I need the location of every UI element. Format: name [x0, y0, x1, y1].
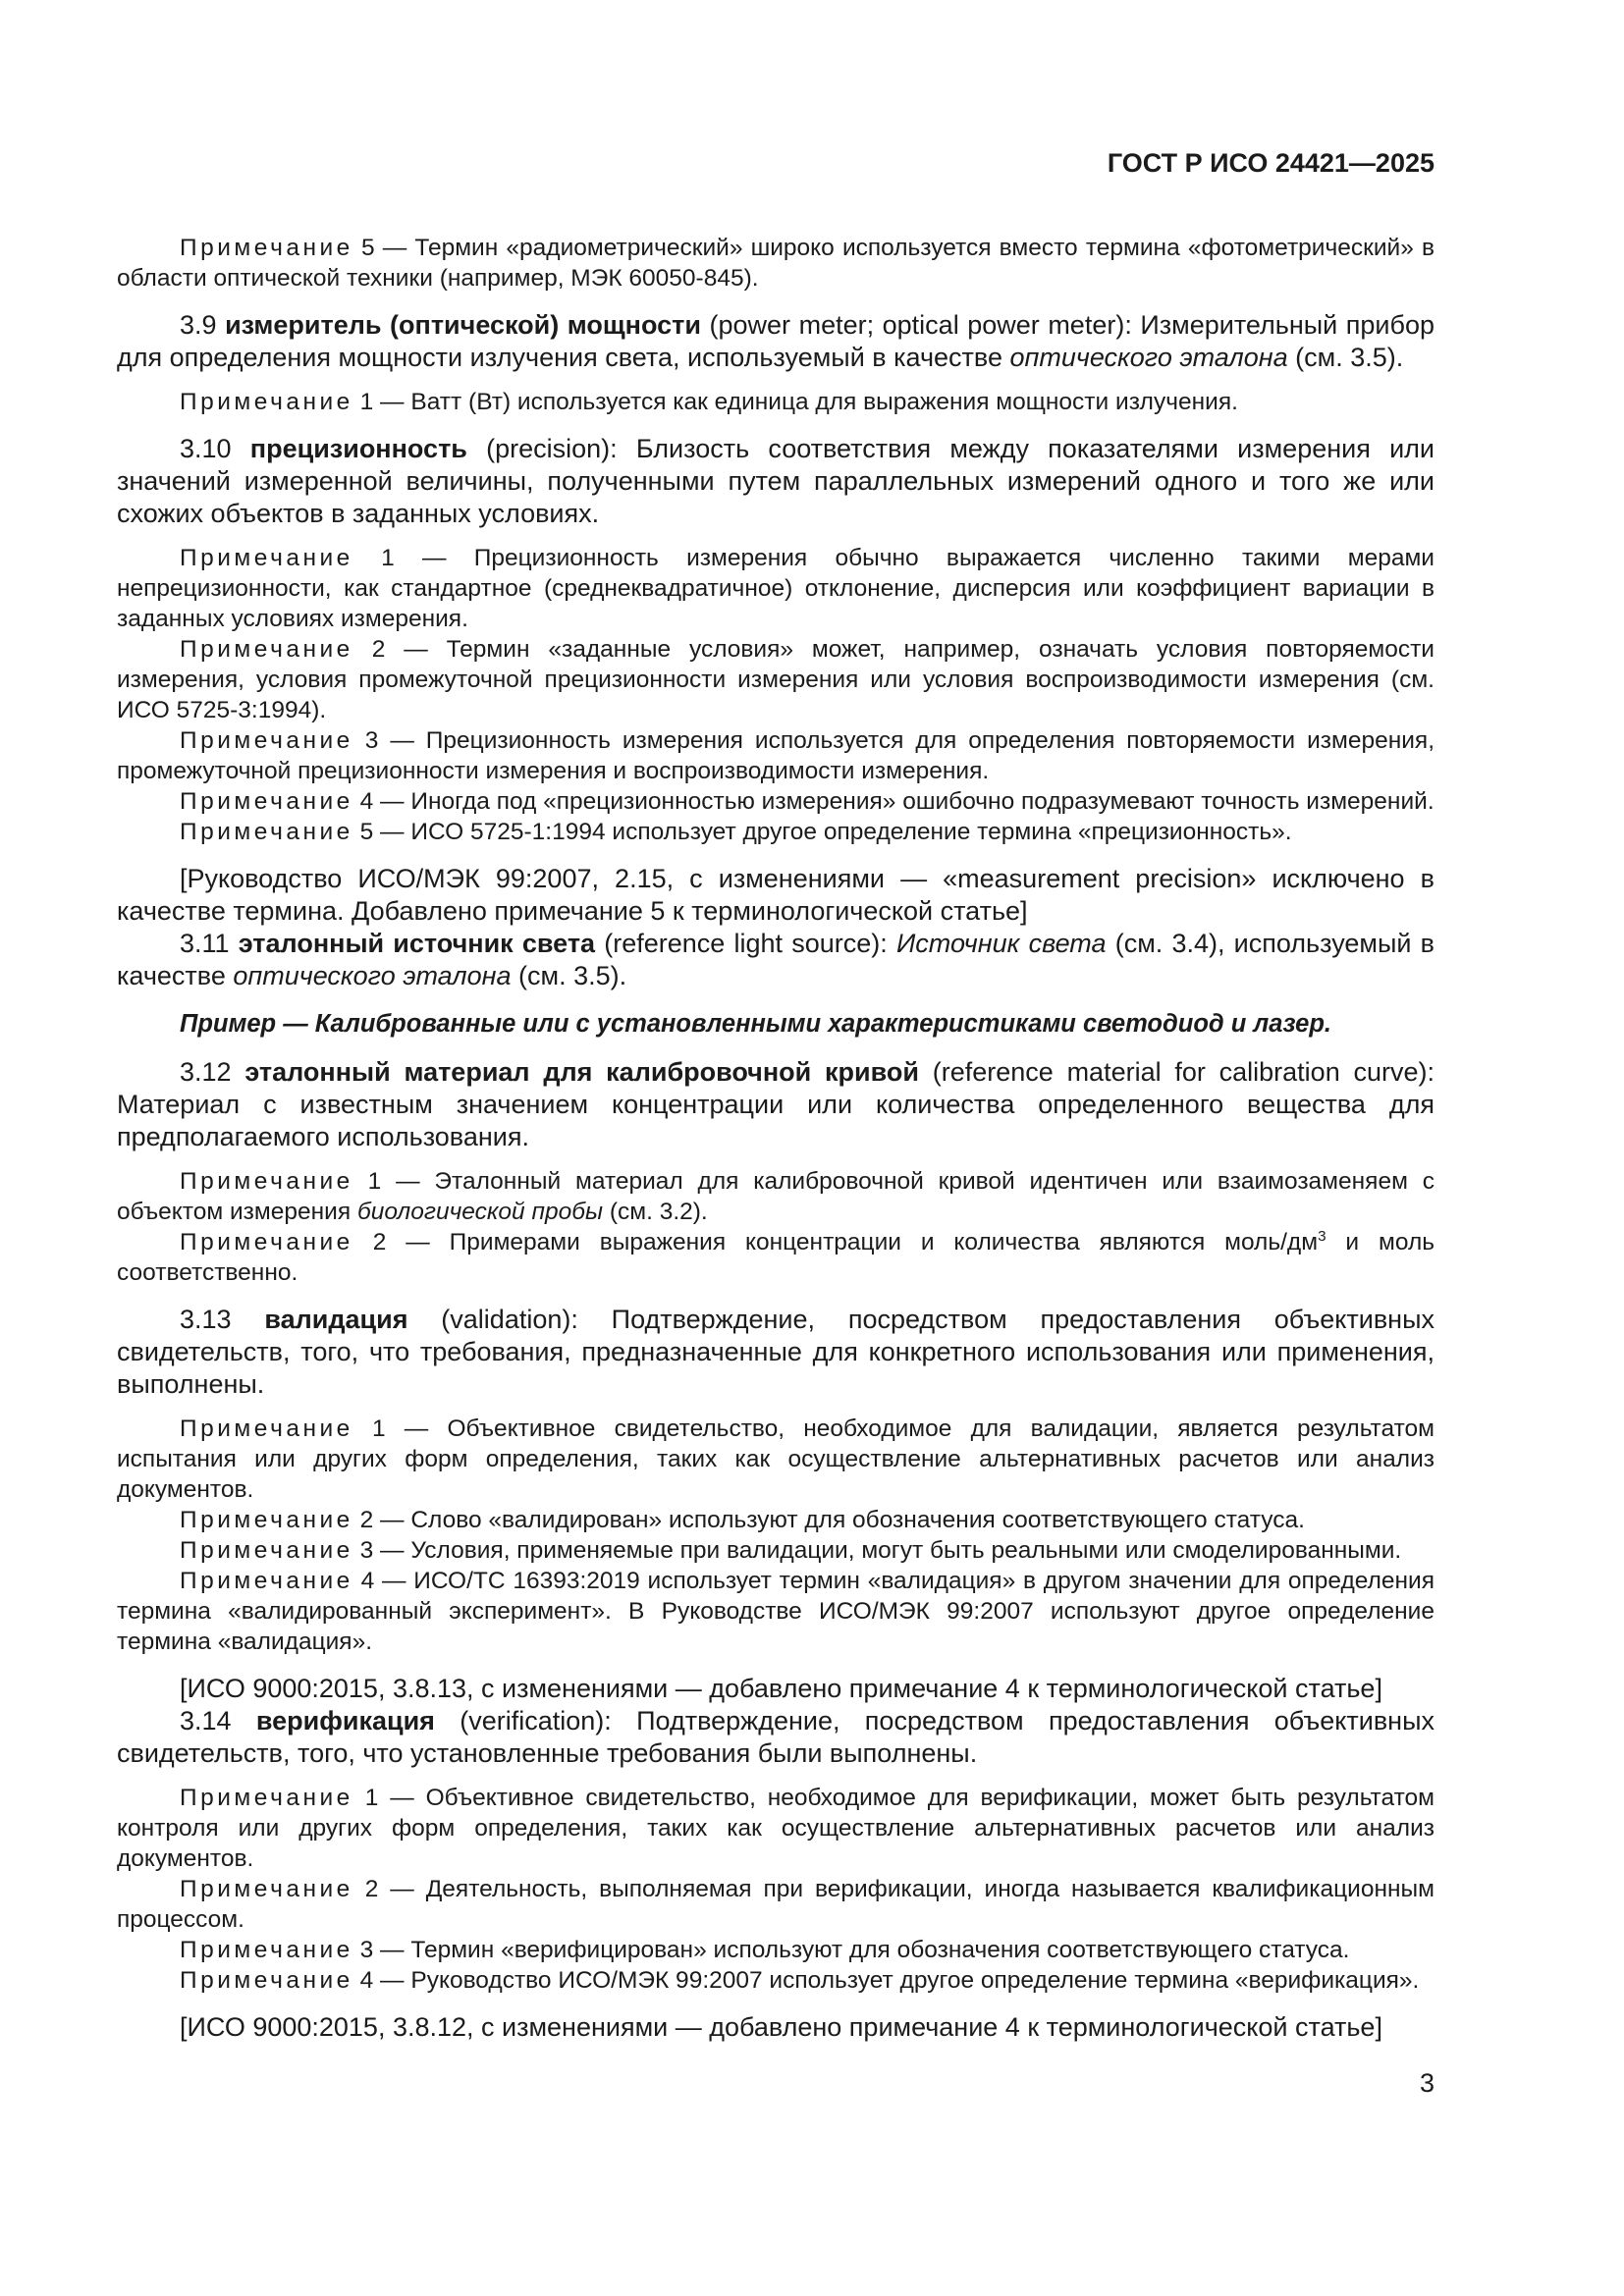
text-segment: 1 — Эталонный материал для калибровочной кривой идентичен или взаимозаменяем с объектом измерения: [117, 1168, 1435, 1225]
note-paragraph: [117, 1227, 1435, 1288]
text-segment: и моль соответственно.: [117, 1229, 1435, 1286]
text-segment: Примечание: [180, 1876, 353, 1902]
note-paragraph: [117, 1166, 1435, 1227]
text-segment: 2 — Деятельность, выполняемая при верификации, иногда называется квалификационным процессом.: [117, 1876, 1435, 1933]
text-segment: Примечание: [180, 1537, 353, 1564]
text-segment: [ИСО 9000:2015, 3.8.12, с изменениями — добавлено примечание 4 к терминологической статье]: [180, 2012, 1382, 2042]
text-segment: (reference light source):: [595, 929, 896, 958]
note-paragraph: [117, 817, 1435, 847]
text-segment: 3 — Термин «верифицирован» используют для обозначения соответствующего статуса.: [352, 1937, 1350, 1963]
term-paragraph: [117, 1056, 1435, 1153]
text-segment: 3.10: [180, 434, 250, 463]
text-segment: оптического эталона: [233, 961, 512, 990]
bracket-paragraph: [117, 863, 1435, 928]
text-segment: Примечание: [180, 1568, 353, 1594]
text-segment: Примечание: [180, 389, 353, 415]
text-segment: 3.13: [180, 1305, 265, 1334]
note-paragraph: [117, 543, 1435, 634]
text-segment: [Руководство ИСО/МЭК 99:2007, 2.15, с изменениями — «measurement precision» исключено в качестве термина. Добавлено примечание 5 к терминологической статье]: [117, 864, 1435, 926]
text-segment: 4 — Иногда под «прецизионностью измерения» ошибочно подразумевают точность измерений.: [352, 788, 1435, 815]
text-segment: верификация: [255, 1706, 435, 1735]
text-segment: оптического эталона: [1009, 343, 1288, 372]
note-paragraph: [117, 1414, 1435, 1505]
term-paragraph: [117, 1705, 1435, 1770]
text-segment: валидация: [264, 1305, 408, 1334]
term-paragraph: [117, 1304, 1435, 1401]
text-segment: Примечание: [180, 1967, 353, 1994]
text-segment: (reference material for calibration curve): Материал с известным значением концентрации или количества определенного вещества для предполагаемого использования.: [117, 1057, 1435, 1151]
note-paragraph: [117, 1505, 1435, 1535]
text-segment: 3.11: [180, 929, 239, 958]
text-segment: эталонный материал для калибровочной кривой: [244, 1057, 919, 1087]
text-segment: Примечание: [180, 1785, 353, 1811]
text-segment: 2 — Термин «заданные условия» может, например, означать условия повторяемости измерения, условия промежуточной прецизионности измерения или условия воспроизводимости измерения (см. ИСО 5725-3:1994).: [117, 636, 1435, 723]
standard-code-header: ГОСТ Р ИСО 24421—2025: [1107, 148, 1435, 178]
text-segment: 4 — Руководство ИСО/МЭК 99:2007 использует другое определение термина «верификация».: [352, 1967, 1420, 1994]
text-segment: эталонный источник света: [238, 929, 596, 958]
example-paragraph: [117, 1009, 1435, 1040]
text-segment: прецизионность: [249, 434, 467, 463]
note-paragraph: [117, 634, 1435, 725]
text-segment: 5 — Термин «радиометрический» широко используется вместо термина «фотометрический» в области оптической техники (например, МЭК 60050-845).: [117, 235, 1435, 292]
text-segment: Примечание: [180, 1415, 353, 1442]
note-paragraph: [117, 1566, 1435, 1657]
note-paragraph: [117, 786, 1435, 817]
note-paragraph: [117, 1535, 1435, 1566]
text-segment: Примечание: [180, 819, 353, 845]
text-segment: Примечание: [180, 1229, 353, 1255]
text-segment: 1 — Объективное свидетельство, необходимое для верификации, может быть результатом контроля или других форм определения, таких как осуществление альтернативных расчетов или анализ документов.: [117, 1785, 1435, 1872]
note-paragraph: [117, 1783, 1435, 1874]
text-segment: биологической пробы: [356, 1199, 604, 1225]
text-segment: 2 — Примерами выражения концентрации и количества являются моль/дм: [352, 1229, 1319, 1255]
note-paragraph: [117, 233, 1435, 294]
text-segment: [ИСО 9000:2015, 3.8.13, с изменениями — добавлено примечание 4 к терминологической статье]: [180, 1674, 1382, 1703]
note-paragraph: [117, 725, 1435, 786]
text-segment: (verification): Подтверждение, посредством предоставления объективных свидетельств, того, что установленные требования были выполнены.: [117, 1706, 1435, 1768]
page-number: 3: [1419, 2068, 1435, 2098]
note-paragraph: [117, 1874, 1435, 1935]
text-segment: Примечание: [180, 636, 353, 663]
bracket-paragraph: [117, 1673, 1435, 1705]
text-segment: 1 — Прецизионность измерения обычно выражается численно такими мерами непрецизионности, как стандартное (среднеквадратичное) отклонение, дисперсия или коэффициент вариации в заданных условиях измерения.: [117, 545, 1435, 632]
text-segment: (power meter; optical power meter): Измерительный прибор для определения мощности излучения света, используемый в качестве: [117, 310, 1435, 372]
text-segment: 1 — Объективное свидетельство, необходимое для валидации, является результатом испытания или других форм определения, таких как осуществление альтернативных расчетов или анализ документов.: [117, 1415, 1435, 1503]
text-segment: Источник света: [895, 929, 1107, 958]
text-segment: (см. 3.4), используемый в качестве: [117, 929, 1435, 990]
page-content: [117, 147, 1435, 2100]
term-paragraph: [117, 309, 1435, 374]
text-segment: 3.12: [180, 1057, 245, 1087]
text-segment: измеритель (оптической) мощности: [225, 310, 701, 340]
text-segment: 3: [1318, 1227, 1326, 1245]
text-segment: Пример — Калиброванные или с установленными характеристиками светодиод и лазер.: [180, 1010, 1331, 1038]
text-segment: Примечание: [180, 1507, 353, 1533]
text-segment: (см. 3.5).: [1287, 343, 1404, 372]
text-segment: Примечание: [180, 235, 353, 261]
text-segment: Примечание: [180, 727, 353, 754]
term-paragraph: [117, 928, 1435, 992]
text-segment: 2 — Слово «валидирован» используют для обозначения соответствующего статуса.: [352, 1507, 1305, 1533]
note-paragraph: [117, 387, 1435, 417]
text-segment: (см. 3.5).: [511, 961, 627, 990]
note-paragraph: [117, 1935, 1435, 1965]
document-blocks: [117, 233, 1435, 2044]
term-paragraph: [117, 433, 1435, 530]
text-segment: (см. 3.2).: [603, 1199, 708, 1225]
text-segment: 4 — ИСО/ТС 16393:2019 использует термин «валидация» в другом значении для определения термина «валидированный эксперимент». В Руководстве ИСО/МЭК 99:2007 используют другое определение термина «валидация».: [117, 1568, 1435, 1655]
bracket-paragraph: [117, 2011, 1435, 2044]
text-segment: Примечание: [180, 788, 353, 815]
text-segment: Примечание: [180, 1937, 353, 1963]
text-segment: Примечание: [180, 1168, 353, 1195]
text-segment: 3 — Прецизионность измерения используется для определения повторяемости измерения, промежуточной прецизионности измерения и воспроизводимости измерения.: [117, 727, 1435, 784]
note-paragraph: [117, 1965, 1435, 1996]
text-segment: 3.9: [180, 310, 226, 340]
text-segment: 1 — Ватт (Вт) используется как единица для выражения мощности излучения.: [352, 389, 1238, 415]
text-segment: 3 — Условия, применяемые при валидации, могут быть реальными или смоделированными.: [352, 1537, 1402, 1564]
text-segment: (validation): Подтверждение, посредством предоставления объективных свидетельств, того, что требования, предназначенные для конкретного использования или применения, выполнены.: [117, 1305, 1435, 1399]
text-segment: 3.14: [180, 1706, 256, 1735]
text-segment: 5 — ИСО 5725-1:1994 использует другое определение термина «прецизионность».: [352, 819, 1292, 845]
text-segment: (precision): Близость соответствия между показателями измерения или значений измеренной величины, полученными путем параллельных измерений одного и того же или схожих объектов в заданных условиях.: [117, 434, 1435, 528]
text-segment: Примечание: [180, 545, 353, 571]
